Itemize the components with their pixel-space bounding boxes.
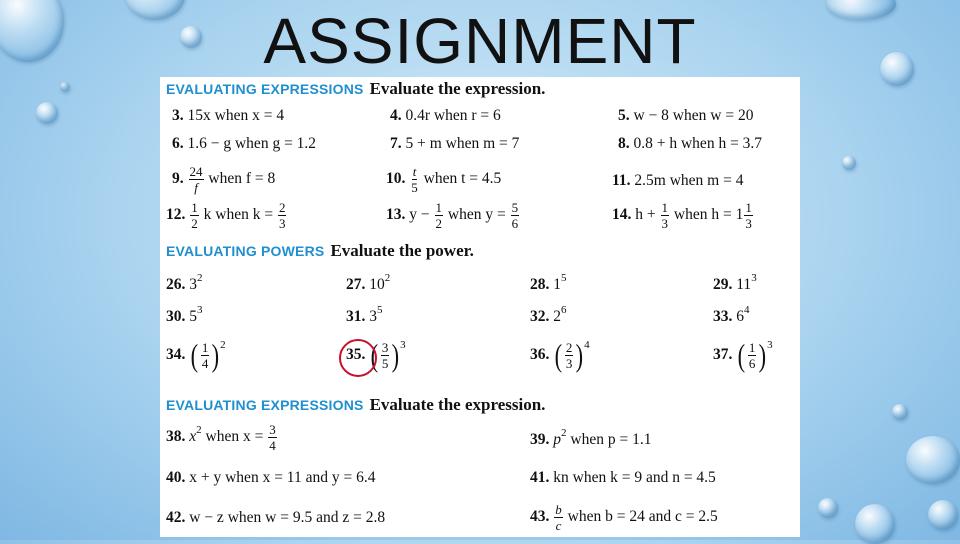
exercise-10: 10. $\frac{t}{5}$ when t = 4.5 xyxy=(386,164,502,195)
water-drop-decoration xyxy=(906,436,960,484)
section-label: EVALUATING EXPRESSIONS xyxy=(166,81,364,97)
exercise-40: 40. x + y when x = 11 and y = 6.4 xyxy=(166,469,376,486)
water-drop-decoration xyxy=(818,498,838,518)
exercise-13: 13. y − $\frac{1}{2}$ when y = $\frac{5}{6}$ xyxy=(386,200,519,231)
exercise-11: 11. 2.5m when m = 4 xyxy=(612,172,744,189)
exercise-9: 9. $\frac{24}{f}$ when f = 8 xyxy=(172,164,276,195)
water-drop-decoration xyxy=(60,82,70,92)
section-header xyxy=(166,79,545,99)
exercise-42: 42. w − z when w = 9.5 and z = 2.8 xyxy=(166,509,386,526)
exercise-26: 26. $3^2$ xyxy=(166,272,203,294)
exercise-37: 37. ( $\frac{1}{6}$ ) 3 xyxy=(713,337,773,373)
water-drop-decoration xyxy=(892,404,908,420)
section-header xyxy=(166,395,545,415)
section-header xyxy=(166,241,474,261)
exercise-36: 36. ( $\frac{2}{3}$ ) 4 xyxy=(530,337,590,373)
exercise-33: 33. $6^4$ xyxy=(713,304,750,326)
highlight-circle xyxy=(339,339,377,377)
section-instruction: Evaluate the power. xyxy=(330,241,474,260)
exercise-41: 41. kn when k = 9 and n = 4.5 xyxy=(530,469,716,486)
exercise-27: 27. $10^2$ xyxy=(346,272,391,294)
exercise-30: 30. $5^3$ xyxy=(166,304,203,326)
exercise-31: 31. $3^5$ xyxy=(346,304,383,326)
section-instruction: Evaluate the expression. xyxy=(369,79,546,98)
water-drop-decoration xyxy=(855,504,895,544)
section-instruction: Evaluate the expression. xyxy=(369,395,546,414)
exercise-14: 14. h + $\frac{1}{3}$ when h = 1 $\frac{1}{3}$ xyxy=(612,200,752,231)
section-label: EVALUATING POWERS xyxy=(166,243,325,259)
exercise-35: 35. ( $\frac{3}{5}$ ) 3 xyxy=(346,337,406,373)
exercise-39: 39. $p^2$ when p = 1.1 xyxy=(530,427,652,449)
exercise-29: 29. $11^3$ xyxy=(713,272,757,294)
exercise-6: 6. 1.6 − g when g = 1.2 xyxy=(172,135,317,152)
exercise-3: 3. 15x when x = 4 xyxy=(172,107,285,124)
exercise-38: 38. $x^2$ when x = $\frac{3}{4}$ xyxy=(166,422,276,453)
water-drop-decoration xyxy=(842,156,856,170)
worksheet-image xyxy=(160,77,800,537)
exercise-8: 8. 0.8 + h when h = 3.7 xyxy=(618,135,763,152)
slide-title: ASSIGNMENT xyxy=(263,5,697,77)
exercise-32: 32. $2^6$ xyxy=(530,304,567,326)
section-label: EVALUATING EXPRESSIONS xyxy=(166,397,364,413)
exercise-5: 5. w − 8 when w = 20 xyxy=(618,107,754,124)
water-drop-decoration xyxy=(928,500,958,530)
water-drop-decoration xyxy=(36,102,58,124)
exercise-12: 12. $\frac{1}{2}$ k when k = $\frac{2}{3}$ xyxy=(166,200,286,231)
exercise-34: 34. ( $\frac{1}{4}$ ) 2 xyxy=(166,337,226,373)
exercise-28: 28. $1^5$ xyxy=(530,272,567,294)
exercise-43: 43. $\frac{b}{c}$ when b = 24 and c = 2.5 xyxy=(530,502,718,533)
exercise-4: 4. 0.4r when r = 6 xyxy=(390,107,501,124)
exercise-7: 7. 5 + m when m = 7 xyxy=(390,135,520,152)
